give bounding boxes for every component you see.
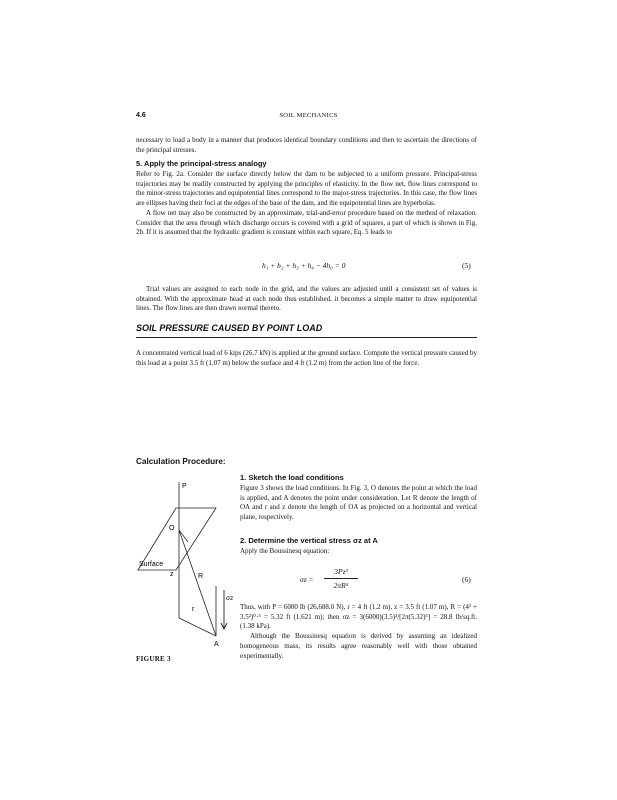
page-number: 4.6 xyxy=(136,112,146,119)
equation-5-number: (5) xyxy=(462,261,471,270)
step1-text: Figure 3 shows the load conditions. In Fig. 3, O denotes the point at which the load is applied, and A denotes the point under consideration. Let R denote the length of OA and r and z denote the length of OA as projected on a horizontal and vertical plane, respectively. xyxy=(240,484,477,522)
eq6-denominator: 2πR⁵ xyxy=(333,581,349,590)
running-title: SOIL MECHANICS xyxy=(279,112,338,119)
step1-body xyxy=(240,484,477,523)
label-sigma: σz xyxy=(226,595,234,602)
eq6-number: (6) xyxy=(462,575,471,584)
R-line xyxy=(179,530,216,636)
step5-paragraph-3: Trial values are assigned to each node in the grid, and the values are adjusted until a consistent set of values is obtained. With the approximate head at each node thus established, it becomes a simple matter to draw equipotential lines. The flow lines are then drawn normal thereto. xyxy=(136,285,477,313)
step2-intro-text: Apply the Boussinesq equation: xyxy=(240,547,330,555)
eq6-numerator: 3Pz³ xyxy=(334,567,348,576)
label-z: z xyxy=(170,571,174,578)
label-r: r xyxy=(192,606,195,613)
step5-paragraph-2: A flow net may also be constructed by an approximate, trial-and-error procedure based on the method of relaxation. Consider that the area through which discharge occurs is covered with a grid of squares, a part of which is shown in Fig. 2b. If it is assumed that the hydraulic gradient is constant within each square, Eq. 5 leads to xyxy=(136,208,477,237)
step2-intro xyxy=(240,547,477,557)
label-surface: Surface xyxy=(139,561,164,568)
problem-statement xyxy=(136,349,477,368)
figure-caption: FIGURE 3 xyxy=(136,655,171,663)
calc-paragraph xyxy=(240,603,477,661)
closing-text: Although the Boussinesq equation is derived by assuming an idealized homogeneous mass, its results agree reasonably well with those obtained experimentally. xyxy=(240,632,477,660)
section-title: SOIL PRESSURE CAUSED BY POINT LOAD xyxy=(136,323,323,333)
continuation-text: necessary to load a body in a manner that produces identical boundary conditions and then to ascertain the directions of the principal stresses. xyxy=(136,136,477,154)
eq6-fraction-bar xyxy=(324,578,358,579)
step2-heading: 2. Determine the vertical stress σz at A xyxy=(240,536,378,545)
problem-text: A concentrated vertical load of 6 kips (26.7 kN) is applied at the ground surface. Compute the vertical pressure caused by this load at a point 3.5 ft (1.07 m) below the surface and 4 ft (1.2 m) from the action line of the force. xyxy=(136,349,477,367)
procedure-heading: Calculation Procedure: xyxy=(136,457,226,466)
label-A: A xyxy=(214,641,219,648)
label-P: P xyxy=(182,483,187,490)
label-R: R xyxy=(198,573,204,580)
step1-heading: 1. Sketch the load conditions xyxy=(240,473,344,482)
continuation-paragraph xyxy=(136,136,477,155)
step5-paragraph-3-wrapper xyxy=(136,285,477,314)
step5-paragraph-1: Refer to Fig. 2a. Consider the surface directly below the dam to be subjected to a uniform pressure. Principal-stress trajectories may be readily constructed by applying the principles of elasticity. In the flow net, flow lines correspond to the minor-stress trajectories and equipotential lines correspond to the major-stress trajectories. In this case, the flow lines are ellipses having their foci at the edges of the base of the dam, and the equipotential lines are hyperbolas. xyxy=(136,170,477,208)
label-O: O xyxy=(169,525,175,532)
figure-3-diagram xyxy=(136,478,238,650)
calc-text: Thus, with P = 6000 lb (26,688.0 N), r = 4 ft (1.2 m), z = 3.5 ft (1.07 m), R = (4² + 3.5²)⁰·⁵ = 5.32 ft (1.621 m); then σz = 3(6000)(3.5)³/[2π(5.32)⁵] = 28.8 lb/sq.ft. (1.38 kPa). xyxy=(240,603,477,631)
step5-body xyxy=(136,170,477,238)
eq6-lhs: σz = xyxy=(300,575,314,584)
equation-5: h₁ + h₂ + h₃ + h₄ − 4h₀ = 0 xyxy=(262,261,346,270)
section-rule xyxy=(136,337,477,338)
step5-heading: 5. Apply the principal-stress analogy xyxy=(136,159,267,168)
